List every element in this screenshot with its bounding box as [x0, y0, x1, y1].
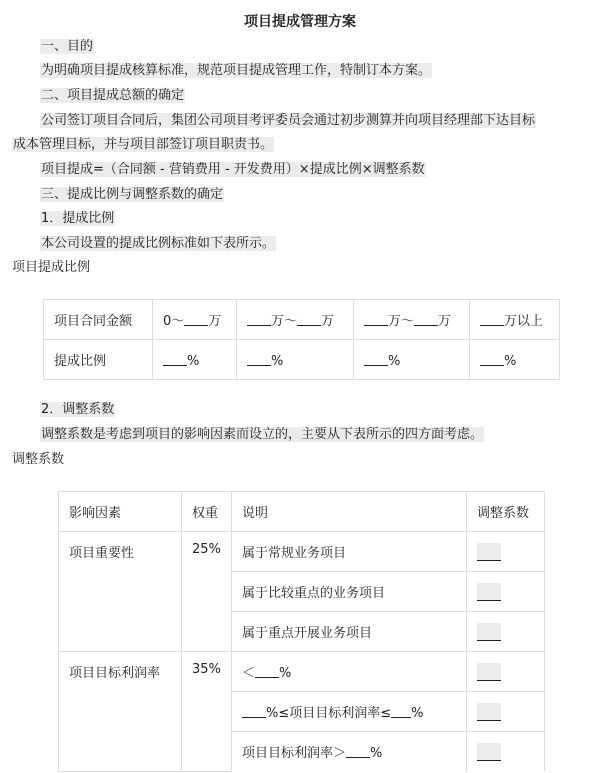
coefficient-cell: [467, 692, 545, 732]
subsection-ratio-heading: 1．提成比例: [41, 211, 115, 226]
desc-margin-below: ＜ %: [232, 652, 467, 692]
table-row: [59, 532, 545, 572]
contract-amount-header: 项目合同金额: [44, 300, 153, 340]
total-paragraph-line-2: 成本管理目标，并与项目部签订项目职责书。: [13, 137, 274, 152]
header-factor: 影响因素: [59, 492, 182, 532]
desc-focus-project: 属于重点开展业务项目: [232, 612, 467, 652]
adjustment-intro-paragraph: 调整系数是考虑到项目的影响因素而设立的，主要从下表所示的四方面考虑。: [41, 427, 484, 442]
desc-margin-between: %≤项目目标利润率≤ %: [232, 692, 467, 732]
desc-regular-project: 属于常规业务项目: [232, 532, 467, 572]
amount-range-4: 万以上: [470, 300, 560, 340]
ratio-cell-4: %: [470, 340, 560, 380]
coefficient-cell: [467, 612, 545, 652]
amount-range-2: 万～ 万: [237, 300, 354, 340]
ratio-cell-1: %: [153, 340, 237, 380]
commission-formula: 项目提成=（合同额 - 营销费用 - 开发费用）×提成比例×调整系数: [41, 162, 425, 177]
section-2-heading: 二、项目提成总额的确定: [41, 88, 185, 103]
table-header-row: [59, 492, 545, 532]
table-1-caption: 项目提成比例: [12, 260, 91, 275]
header-coefficient: 调整系数: [467, 492, 545, 532]
coefficient-cell: [467, 572, 545, 612]
amount-range-1: 0～ 万: [153, 300, 237, 340]
header-weight: 权重: [182, 492, 232, 532]
purpose-paragraph: 为明确项目提成核算标准，规范项目提成管理工作，特制订本方案。: [41, 63, 432, 78]
table-row: [59, 652, 545, 692]
factor-profit-margin: 项目目标利润率: [59, 652, 182, 772]
desc-key-project: 属于比较重点的业务项目: [232, 572, 467, 612]
commission-ratio-table: [43, 299, 560, 380]
coefficient-cell: [467, 652, 545, 692]
coefficient-cell: [467, 732, 545, 772]
total-paragraph-line-1: 公司签订项目合同后，集团公司项目考评委员会通过初步测算并向项目经理部下达目标: [41, 113, 536, 128]
header-description: 说明: [232, 492, 467, 532]
subsection-adjustment-heading: 2．调整系数: [41, 402, 115, 417]
weight-profit-margin: 35%: [182, 652, 232, 772]
table-row: [44, 300, 560, 340]
desc-margin-above: 项目目标利润率＞ %: [232, 732, 467, 772]
section-1-heading: 一、目的: [41, 39, 94, 54]
coefficient-cell: [467, 532, 545, 572]
document-title: 项目提成管理方案: [244, 14, 356, 30]
ratio-intro-paragraph: 本公司设置的提成比例标准如下表所示。: [41, 236, 276, 251]
table-row: [44, 340, 560, 380]
factor-importance: 项目重要性: [59, 532, 182, 652]
ratio-cell-2: %: [237, 340, 354, 380]
amount-range-3: 万～ 万: [354, 300, 470, 340]
section-3-heading: 三、提成比例与调整系数的确定: [41, 187, 224, 202]
table-2-caption: 调整系数: [12, 452, 65, 467]
adjustment-coefficient-table: [58, 491, 545, 772]
ratio-header: 提成比例: [44, 340, 153, 380]
weight-importance: 25%: [182, 532, 232, 652]
ratio-cell-3: %: [354, 340, 470, 380]
